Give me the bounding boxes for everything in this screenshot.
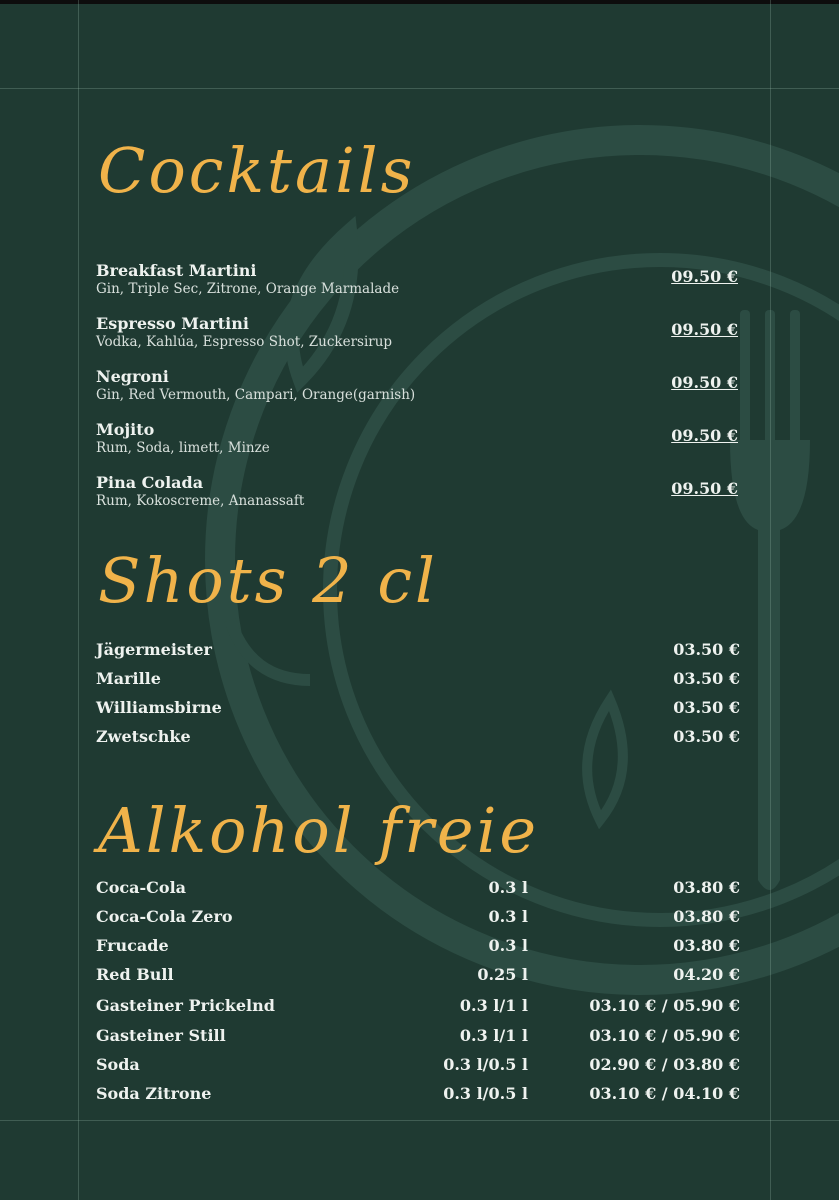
cocktail-item	[96, 261, 738, 298]
cocktail-item	[96, 367, 738, 404]
drink-row	[96, 878, 740, 900]
item-volume: 0.25 l	[477, 965, 528, 984]
item-price: 09.50 €	[671, 479, 738, 498]
cocktail-item	[96, 473, 738, 510]
item-name: Espresso Martini	[96, 314, 249, 333]
item-volume: 0.3 l	[488, 936, 528, 955]
shot-row	[96, 727, 740, 749]
item-name: Marille	[96, 669, 161, 688]
shot-row	[96, 640, 740, 662]
item-description: Vodka, Kahlúa, Espresso Shot, Zuckersirup	[96, 334, 393, 350]
item-name: Zwetschke	[96, 727, 191, 746]
item-description: Rum, Soda, limett, Minze	[96, 440, 270, 456]
cocktail-item	[96, 420, 738, 457]
item-price: 09.50 €	[671, 267, 738, 286]
drink-row	[96, 1084, 740, 1106]
drink-row	[96, 965, 740, 987]
item-price: 09.50 €	[671, 373, 738, 392]
drink-row	[96, 936, 740, 958]
drink-row	[96, 1026, 740, 1048]
alkoholfrei-heading: Alkohol freie	[98, 794, 540, 867]
item-name: Red Bull	[96, 965, 174, 984]
item-name: Gasteiner Prickelnd	[96, 996, 275, 1015]
item-volume: 0.3 l/1 l	[459, 996, 528, 1015]
cocktails-heading: Cocktails	[98, 134, 416, 207]
drink-row	[96, 907, 740, 929]
item-volume: 0.3 l/0.5 l	[443, 1084, 528, 1103]
item-name: Breakfast Martini	[96, 261, 257, 280]
item-name: Williamsbirne	[96, 698, 222, 717]
item-price: 03.50 €	[673, 698, 740, 717]
item-name: Coca-Cola	[96, 878, 187, 897]
item-name: Soda Zitrone	[96, 1084, 212, 1103]
item-name: Negroni	[96, 367, 169, 386]
item-name: Pina Colada	[96, 473, 204, 492]
drink-row	[96, 996, 740, 1018]
item-price: 03.10 € / 05.90 €	[589, 996, 740, 1015]
item-name: Gasteiner Still	[96, 1026, 226, 1045]
item-volume: 0.3 l/1 l	[459, 1026, 528, 1045]
item-price: 03.80 €	[673, 907, 740, 926]
item-price: 03.50 €	[673, 640, 740, 659]
item-volume: 0.3 l/0.5 l	[443, 1055, 528, 1074]
guide-line-left	[78, 0, 79, 1200]
item-description: Gin, Triple Sec, Zitrone, Orange Marmalade	[96, 281, 400, 297]
item-name: Mojito	[96, 420, 155, 439]
item-price: 03.10 € / 05.90 €	[589, 1026, 740, 1045]
guide-line-bottom	[0, 1120, 839, 1121]
shot-row	[96, 698, 740, 720]
guide-line-right	[770, 0, 771, 1200]
cocktail-item	[96, 314, 738, 351]
item-price: 03.10 € / 04.10 €	[589, 1084, 740, 1103]
item-price: 03.80 €	[673, 878, 740, 897]
item-price: 04.20 €	[673, 965, 740, 984]
item-name: Coca-Cola Zero	[96, 907, 233, 926]
shot-row	[96, 669, 740, 691]
item-price: 03.50 €	[673, 669, 740, 688]
item-name: Soda	[96, 1055, 140, 1074]
item-price: 09.50 €	[671, 320, 738, 339]
item-price: 03.50 €	[673, 727, 740, 746]
item-volume: 0.3 l	[488, 878, 528, 897]
item-price: 02.90 € / 03.80 €	[589, 1055, 740, 1074]
shots-heading: Shots 2 cl	[98, 544, 438, 617]
item-name: Jägermeister	[96, 640, 212, 659]
item-name: Frucade	[96, 936, 169, 955]
item-volume: 0.3 l	[488, 907, 528, 926]
drink-row	[96, 1055, 740, 1077]
item-description: Gin, Red Vermouth, Campari, Orange(garnish)	[96, 387, 416, 403]
item-price: 09.50 €	[671, 426, 738, 445]
guide-line-top	[0, 88, 839, 89]
item-description: Rum, Kokoscreme, Ananassaft	[96, 493, 305, 509]
item-price: 03.80 €	[673, 936, 740, 955]
